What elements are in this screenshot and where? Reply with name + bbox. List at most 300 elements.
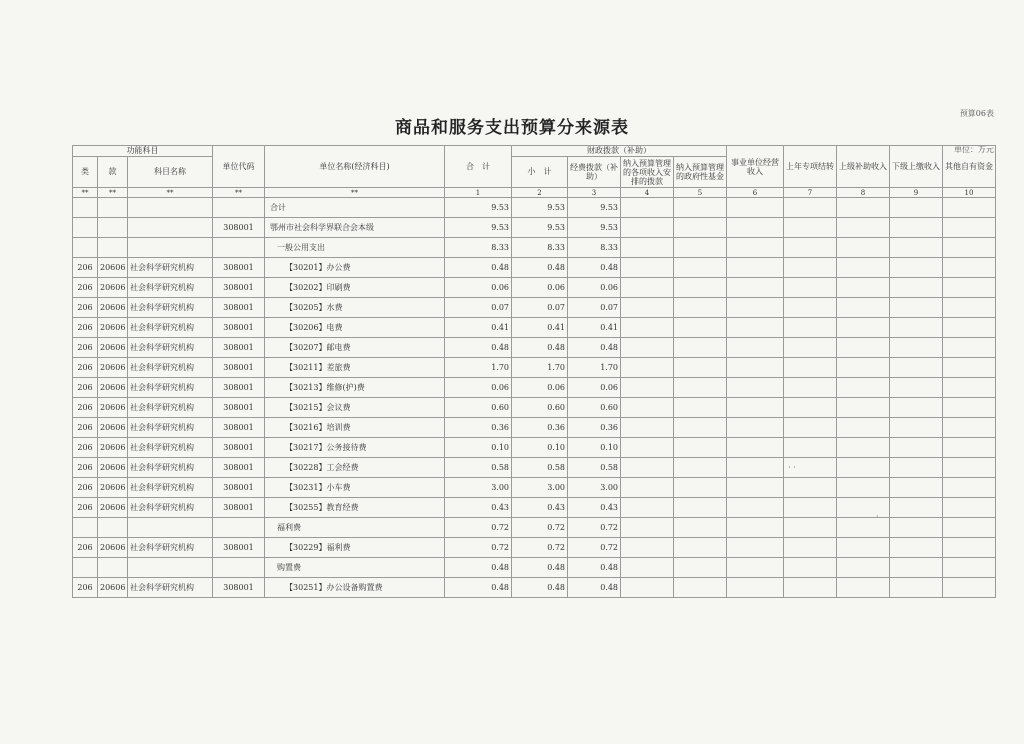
cell-fee: 0.48 bbox=[568, 578, 621, 598]
cell-total: 0.48 bbox=[445, 558, 512, 578]
cell-empty bbox=[837, 478, 890, 498]
cell-fee: 0.72 bbox=[568, 538, 621, 558]
cell-empty bbox=[784, 498, 837, 518]
cell-subtotal: 8.33 bbox=[512, 238, 568, 258]
table-row bbox=[73, 418, 996, 438]
cell-empty bbox=[621, 258, 674, 278]
cell-unit-name: 【30207】邮电费 bbox=[265, 338, 445, 358]
cell-empty bbox=[727, 458, 784, 478]
cell-total: 3.00 bbox=[445, 478, 512, 498]
cell-lei: 206 bbox=[73, 578, 98, 598]
cell-total: 0.06 bbox=[445, 378, 512, 398]
cell-subject-name bbox=[128, 558, 213, 578]
cell-empty bbox=[890, 378, 943, 398]
cell-subtotal: 9.53 bbox=[512, 198, 568, 218]
cell-fee: 9.53 bbox=[568, 218, 621, 238]
cell-kuan: 20606 bbox=[98, 578, 128, 598]
cell-empty bbox=[837, 258, 890, 278]
cell-fee: 0.60 bbox=[568, 398, 621, 418]
table-body bbox=[73, 198, 996, 598]
cell-subtotal: 0.60 bbox=[512, 398, 568, 418]
cell-empty bbox=[727, 498, 784, 518]
cell-unit-name: 鄂州市社会科学界联合会本级 bbox=[265, 218, 445, 238]
cell-empty bbox=[621, 238, 674, 258]
cell-empty bbox=[784, 578, 837, 598]
cell-empty bbox=[621, 398, 674, 418]
cell-unit-name: 【30211】差旅费 bbox=[265, 358, 445, 378]
cell-fee: 0.43 bbox=[568, 498, 621, 518]
cell-total: 1.70 bbox=[445, 358, 512, 378]
cell-kuan bbox=[98, 238, 128, 258]
cell-lei: 206 bbox=[73, 538, 98, 558]
cell-total: 8.33 bbox=[445, 238, 512, 258]
cell-subtotal: 0.48 bbox=[512, 578, 568, 598]
cell-kuan: 20606 bbox=[98, 478, 128, 498]
cell-total: 0.43 bbox=[445, 498, 512, 518]
cell-empty bbox=[943, 238, 996, 258]
cell-total: 0.10 bbox=[445, 438, 512, 458]
cell-subject-name: 社会科学研究机构 bbox=[128, 418, 213, 438]
cell-empty bbox=[621, 578, 674, 598]
cell-subject-name: 社会科学研究机构 bbox=[128, 458, 213, 478]
table-row bbox=[73, 338, 996, 358]
index-cell: 1 bbox=[445, 188, 512, 198]
cell-empty bbox=[943, 338, 996, 358]
cell-empty bbox=[674, 438, 727, 458]
cell-empty bbox=[621, 538, 674, 558]
cell-empty bbox=[784, 278, 837, 298]
cell-total: 0.06 bbox=[445, 278, 512, 298]
cell-empty bbox=[837, 498, 890, 518]
cell-empty bbox=[784, 358, 837, 378]
cell-empty bbox=[890, 258, 943, 278]
cell-fee: 0.10 bbox=[568, 438, 621, 458]
cell-unit-code: 308001 bbox=[213, 478, 265, 498]
cell-unit-name: 【30217】公务接待费 bbox=[265, 438, 445, 458]
cell-unit-name: 【30206】电费 bbox=[265, 318, 445, 338]
cell-empty bbox=[943, 278, 996, 298]
cell-empty bbox=[837, 438, 890, 458]
cell-kuan: 20606 bbox=[98, 538, 128, 558]
cell-empty bbox=[890, 278, 943, 298]
table-row bbox=[73, 498, 996, 518]
cell-subtotal: 0.36 bbox=[512, 418, 568, 438]
cell-total: 0.41 bbox=[445, 318, 512, 338]
cell-total: 9.53 bbox=[445, 218, 512, 238]
cell-kuan: 20606 bbox=[98, 378, 128, 398]
cell-empty bbox=[674, 418, 727, 438]
cell-empty bbox=[727, 358, 784, 378]
cell-empty bbox=[621, 218, 674, 238]
index-cell: 9 bbox=[890, 188, 943, 198]
table-row bbox=[73, 258, 996, 278]
cell-empty bbox=[674, 378, 727, 398]
table-row bbox=[73, 578, 996, 598]
cell-empty bbox=[784, 198, 837, 218]
cell-empty bbox=[890, 438, 943, 458]
cell-empty bbox=[784, 418, 837, 438]
cell-empty bbox=[727, 478, 784, 498]
cell-empty bbox=[727, 318, 784, 338]
cell-unit-code: 308001 bbox=[213, 258, 265, 278]
cell-empty bbox=[674, 558, 727, 578]
cell-unit-code bbox=[213, 558, 265, 578]
cell-unit-name: 【30255】教育经费 bbox=[265, 498, 445, 518]
cell-empty bbox=[837, 418, 890, 438]
cell-unit-name: 【30251】办公设备购置费 bbox=[265, 578, 445, 598]
cell-subject-name: 社会科学研究机构 bbox=[128, 338, 213, 358]
table-row bbox=[73, 458, 996, 478]
cell-empty bbox=[837, 458, 890, 478]
cell-empty bbox=[784, 398, 837, 418]
cell-subtotal: 0.10 bbox=[512, 438, 568, 458]
cell-subject-name: 社会科学研究机构 bbox=[128, 438, 213, 458]
cell-empty bbox=[727, 538, 784, 558]
cell-unit-name: 一般公用支出 bbox=[265, 238, 445, 258]
cell-empty bbox=[943, 398, 996, 418]
cell-empty bbox=[674, 538, 727, 558]
cell-kuan: 20606 bbox=[98, 418, 128, 438]
header-self-fund: 其他自有资金 bbox=[943, 146, 996, 188]
cell-subtotal: 0.48 bbox=[512, 558, 568, 578]
cell-empty bbox=[727, 518, 784, 538]
cell-unit-code bbox=[213, 238, 265, 258]
cell-empty bbox=[837, 578, 890, 598]
cell-empty bbox=[890, 538, 943, 558]
cell-lei: 206 bbox=[73, 438, 98, 458]
cell-empty bbox=[890, 358, 943, 378]
index-cell: 2 bbox=[512, 188, 568, 198]
cell-empty bbox=[943, 558, 996, 578]
cell-subject-name: 社会科学研究机构 bbox=[128, 578, 213, 598]
scan-mark: · · bbox=[788, 463, 796, 472]
table-row bbox=[73, 398, 996, 418]
cell-empty bbox=[674, 578, 727, 598]
header-lei: 类 bbox=[73, 157, 98, 188]
cell-unit-name: 【30216】培训费 bbox=[265, 418, 445, 438]
cell-kuan: 20606 bbox=[98, 438, 128, 458]
cell-subject-name: 社会科学研究机构 bbox=[128, 298, 213, 318]
cell-empty bbox=[943, 498, 996, 518]
cell-subtotal: 0.41 bbox=[512, 318, 568, 338]
cell-empty bbox=[837, 318, 890, 338]
header-total: 合 计 bbox=[445, 146, 512, 188]
cell-subject-name bbox=[128, 218, 213, 238]
cell-total: 0.72 bbox=[445, 538, 512, 558]
cell-subject-name: 社会科学研究机构 bbox=[128, 478, 213, 498]
cell-empty bbox=[674, 458, 727, 478]
cell-empty bbox=[727, 258, 784, 278]
cell-subtotal: 0.72 bbox=[512, 518, 568, 538]
cell-subtotal: 9.53 bbox=[512, 218, 568, 238]
cell-subject-name: 社会科学研究机构 bbox=[128, 358, 213, 378]
unit-label: 单位：万元 bbox=[954, 145, 994, 154]
cell-total: 0.48 bbox=[445, 258, 512, 278]
cell-empty bbox=[837, 378, 890, 398]
cell-lei: 206 bbox=[73, 358, 98, 378]
cell-empty bbox=[890, 498, 943, 518]
table-row bbox=[73, 438, 996, 458]
cell-empty bbox=[784, 218, 837, 238]
index-cell: ** bbox=[128, 188, 213, 198]
cell-empty bbox=[837, 358, 890, 378]
cell-unit-code: 308001 bbox=[213, 438, 265, 458]
cell-unit-code: 308001 bbox=[213, 338, 265, 358]
header-subject-name: 科目名称 bbox=[128, 157, 213, 188]
cell-subject-name bbox=[128, 518, 213, 538]
cell-fee: 1.70 bbox=[568, 358, 621, 378]
cell-subtotal: 0.06 bbox=[512, 278, 568, 298]
cell-subtotal: 3.00 bbox=[512, 478, 568, 498]
cell-unit-code: 308001 bbox=[213, 218, 265, 238]
cell-empty bbox=[943, 358, 996, 378]
cell-empty bbox=[674, 358, 727, 378]
cell-empty bbox=[837, 338, 890, 358]
cell-lei bbox=[73, 238, 98, 258]
index-cell: 6 bbox=[727, 188, 784, 198]
cell-empty bbox=[890, 218, 943, 238]
cell-kuan bbox=[98, 558, 128, 578]
table-row bbox=[73, 358, 996, 378]
index-cell: ** bbox=[73, 188, 98, 198]
header-func-subject: 功能科目 bbox=[73, 146, 213, 157]
cell-empty bbox=[943, 198, 996, 218]
cell-empty bbox=[890, 198, 943, 218]
cell-fee: 0.48 bbox=[568, 558, 621, 578]
cell-empty bbox=[943, 298, 996, 318]
header-subtotal: 小 计 bbox=[512, 157, 568, 188]
cell-empty bbox=[621, 518, 674, 538]
index-cell: 4 bbox=[621, 188, 674, 198]
cell-empty bbox=[837, 398, 890, 418]
cell-lei: 206 bbox=[73, 318, 98, 338]
cell-lei bbox=[73, 218, 98, 238]
cell-empty bbox=[727, 398, 784, 418]
cell-empty bbox=[621, 478, 674, 498]
cell-fee: 0.72 bbox=[568, 518, 621, 538]
cell-unit-name: 福利费 bbox=[265, 518, 445, 538]
cell-fee: 0.58 bbox=[568, 458, 621, 478]
cell-lei: 206 bbox=[73, 378, 98, 398]
header-row-1 bbox=[73, 146, 996, 157]
cell-kuan: 20606 bbox=[98, 318, 128, 338]
cell-empty bbox=[784, 318, 837, 338]
cell-empty bbox=[943, 438, 996, 458]
cell-lei: 206 bbox=[73, 458, 98, 478]
cell-empty bbox=[837, 518, 890, 538]
cell-kuan: 20606 bbox=[98, 458, 128, 478]
cell-empty bbox=[837, 218, 890, 238]
cell-kuan: 20606 bbox=[98, 298, 128, 318]
cell-empty bbox=[784, 538, 837, 558]
cell-empty bbox=[621, 198, 674, 218]
cell-unit-code bbox=[213, 198, 265, 218]
table-row bbox=[73, 218, 996, 238]
cell-empty bbox=[784, 238, 837, 258]
table-row bbox=[73, 278, 996, 298]
cell-lei bbox=[73, 518, 98, 538]
cell-lei bbox=[73, 558, 98, 578]
cell-empty bbox=[837, 198, 890, 218]
cell-kuan: 20606 bbox=[98, 338, 128, 358]
cell-subject-name: 社会科学研究机构 bbox=[128, 498, 213, 518]
cell-empty bbox=[727, 338, 784, 358]
cell-subtotal: 0.48 bbox=[512, 258, 568, 278]
cell-empty bbox=[727, 418, 784, 438]
cell-fee: 0.07 bbox=[568, 298, 621, 318]
cell-empty bbox=[727, 298, 784, 318]
cell-empty bbox=[621, 558, 674, 578]
cell-unit-name: 【30202】印刷费 bbox=[265, 278, 445, 298]
cell-empty bbox=[727, 198, 784, 218]
cell-total: 9.53 bbox=[445, 198, 512, 218]
cell-empty bbox=[943, 538, 996, 558]
index-cell: ** bbox=[213, 188, 265, 198]
cell-subject-name: 社会科学研究机构 bbox=[128, 278, 213, 298]
budget-table bbox=[72, 145, 996, 598]
header-superior: 上级补助收入 bbox=[837, 146, 890, 188]
header-last-year: 上年专项结转 bbox=[784, 146, 837, 188]
cell-unit-name: 【30231】小车费 bbox=[265, 478, 445, 498]
cell-lei: 206 bbox=[73, 498, 98, 518]
cell-empty bbox=[621, 378, 674, 398]
cell-unit-name: 购置费 bbox=[265, 558, 445, 578]
cell-empty bbox=[674, 298, 727, 318]
cell-subject-name: 社会科学研究机构 bbox=[128, 258, 213, 278]
header-unit-code: 单位代码 bbox=[213, 146, 265, 188]
cell-empty bbox=[784, 438, 837, 458]
cell-total: 0.72 bbox=[445, 518, 512, 538]
cell-fee: 3.00 bbox=[568, 478, 621, 498]
cell-empty bbox=[674, 478, 727, 498]
index-row bbox=[73, 188, 996, 198]
cell-empty bbox=[943, 578, 996, 598]
cell-empty bbox=[621, 498, 674, 518]
cell-kuan: 20606 bbox=[98, 398, 128, 418]
cell-empty bbox=[943, 478, 996, 498]
cell-empty bbox=[943, 518, 996, 538]
cell-subtotal: 0.43 bbox=[512, 498, 568, 518]
table-row bbox=[73, 238, 996, 258]
header-lower: 下级上缴收入 bbox=[890, 146, 943, 188]
cell-empty bbox=[674, 258, 727, 278]
cell-empty bbox=[784, 518, 837, 538]
cell-empty bbox=[890, 458, 943, 478]
header-gov-fund: 纳入预算管理的政府性基金 bbox=[674, 157, 727, 188]
cell-unit-code: 308001 bbox=[213, 358, 265, 378]
cell-fee: 0.41 bbox=[568, 318, 621, 338]
cell-unit-name: 【30201】办公费 bbox=[265, 258, 445, 278]
cell-empty bbox=[621, 458, 674, 478]
cell-empty bbox=[621, 418, 674, 438]
cell-empty bbox=[674, 218, 727, 238]
cell-empty bbox=[837, 558, 890, 578]
cell-unit-name: 【30215】会议费 bbox=[265, 398, 445, 418]
cell-fee: 0.06 bbox=[568, 378, 621, 398]
cell-empty bbox=[727, 238, 784, 258]
cell-empty bbox=[727, 558, 784, 578]
table-row bbox=[73, 318, 996, 338]
cell-empty bbox=[890, 418, 943, 438]
cell-empty bbox=[621, 438, 674, 458]
cell-empty bbox=[727, 438, 784, 458]
cell-unit-code: 308001 bbox=[213, 538, 265, 558]
cell-empty bbox=[727, 278, 784, 298]
cell-subtotal: 0.06 bbox=[512, 378, 568, 398]
header-biz-income: 事业单位经营收入 bbox=[727, 146, 784, 188]
cell-unit-code bbox=[213, 518, 265, 538]
cell-fee: 0.06 bbox=[568, 278, 621, 298]
cell-subject-name: 社会科学研究机构 bbox=[128, 318, 213, 338]
cell-subject-name: 社会科学研究机构 bbox=[128, 538, 213, 558]
cell-empty bbox=[674, 338, 727, 358]
cell-subject-name bbox=[128, 238, 213, 258]
cell-lei: 206 bbox=[73, 298, 98, 318]
cell-lei: 206 bbox=[73, 258, 98, 278]
cell-lei: 206 bbox=[73, 398, 98, 418]
cell-empty bbox=[943, 378, 996, 398]
cell-unit-name: 【30213】维修(护)费 bbox=[265, 378, 445, 398]
table-row bbox=[73, 558, 996, 578]
cell-unit-code: 308001 bbox=[213, 318, 265, 338]
cell-empty bbox=[890, 558, 943, 578]
cell-unit-code: 308001 bbox=[213, 378, 265, 398]
cell-empty bbox=[674, 398, 727, 418]
cell-unit-code: 308001 bbox=[213, 498, 265, 518]
cell-total: 0.36 bbox=[445, 418, 512, 438]
cell-unit-code: 308001 bbox=[213, 578, 265, 598]
cell-subject-name: 社会科学研究机构 bbox=[128, 378, 213, 398]
cell-subtotal: 0.07 bbox=[512, 298, 568, 318]
cell-empty bbox=[943, 418, 996, 438]
cell-empty bbox=[674, 278, 727, 298]
cell-unit-code: 308001 bbox=[213, 398, 265, 418]
cell-lei: 206 bbox=[73, 338, 98, 358]
cell-kuan: 20606 bbox=[98, 358, 128, 378]
cell-kuan bbox=[98, 198, 128, 218]
cell-empty bbox=[621, 338, 674, 358]
cell-kuan: 20606 bbox=[98, 258, 128, 278]
cell-empty bbox=[837, 278, 890, 298]
cell-empty bbox=[890, 478, 943, 498]
cell-total: 0.07 bbox=[445, 298, 512, 318]
index-cell: 5 bbox=[674, 188, 727, 198]
cell-empty bbox=[784, 298, 837, 318]
cell-unit-name: 合计 bbox=[265, 198, 445, 218]
cell-kuan: 20606 bbox=[98, 498, 128, 518]
cell-empty bbox=[621, 318, 674, 338]
cell-empty bbox=[621, 358, 674, 378]
cell-empty bbox=[890, 518, 943, 538]
cell-empty bbox=[890, 578, 943, 598]
table-row bbox=[73, 198, 996, 218]
cell-unit-code: 308001 bbox=[213, 458, 265, 478]
cell-unit-name: 【30205】水费 bbox=[265, 298, 445, 318]
header-budget-mgmt: 纳入预算管理的各项收入安排的拨款 bbox=[621, 157, 674, 188]
cell-kuan: 20606 bbox=[98, 278, 128, 298]
header-fiscal: 财政拨款（补助） bbox=[512, 146, 727, 157]
cell-empty bbox=[890, 238, 943, 258]
cell-unit-name: 【30229】福利费 bbox=[265, 538, 445, 558]
cell-empty bbox=[890, 318, 943, 338]
table-row bbox=[73, 478, 996, 498]
index-cell: 8 bbox=[837, 188, 890, 198]
cell-fee: 0.36 bbox=[568, 418, 621, 438]
cell-empty bbox=[890, 398, 943, 418]
page-title: 商品和服务支出预算分来源表 bbox=[395, 118, 629, 138]
table-row bbox=[73, 298, 996, 318]
cell-empty bbox=[943, 218, 996, 238]
